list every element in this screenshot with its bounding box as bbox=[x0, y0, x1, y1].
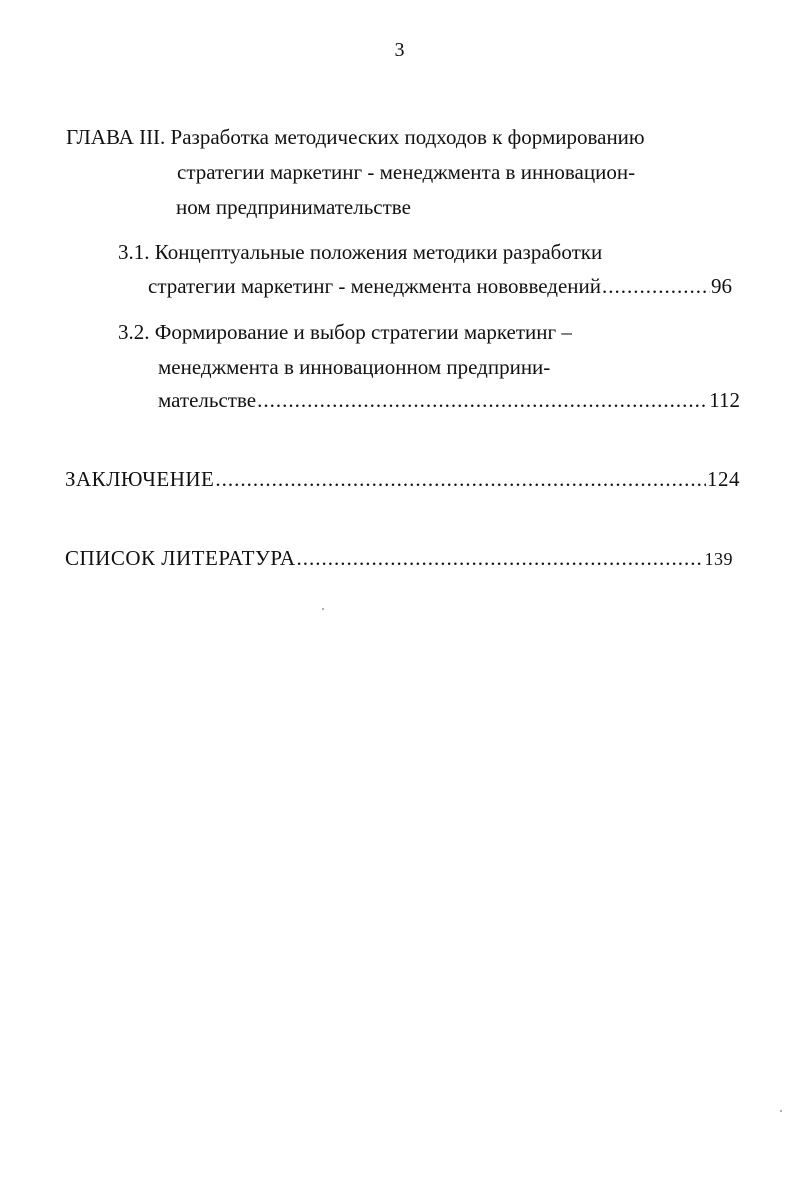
toc-entry-bibliography[interactable] bbox=[65, 545, 733, 572]
dot-leader bbox=[257, 387, 708, 413]
conclusion-label: ЗАКЛЮЧЕНИЕ bbox=[65, 467, 215, 491]
dot-leader bbox=[215, 466, 706, 492]
section-3-1-title-line-2: стратегии маркетинг - менеджмента нововведений bbox=[148, 274, 602, 298]
bibliography-label: СПИСОК ЛИТЕРАТУРА bbox=[65, 546, 296, 570]
page-number: 3 bbox=[394, 39, 405, 61]
chapter-title-line-3: ном предпринимательстве bbox=[176, 195, 411, 219]
section-3-1-page: 96 bbox=[711, 274, 732, 298]
section-3-2-page: 112 bbox=[709, 388, 740, 412]
section-3-2-title-line-2: менеджмента в инновационном предприни- bbox=[158, 355, 551, 379]
dot-leader bbox=[602, 273, 710, 299]
chapter-title-line-1: ГЛАВА III. Разработка методических подходов к формированию bbox=[66, 125, 645, 149]
toc-entry-conclusion[interactable] bbox=[65, 466, 740, 492]
toc-entry-section-3-2[interactable] bbox=[158, 387, 740, 413]
toc-entry-section-3-1[interactable] bbox=[148, 273, 732, 299]
section-3-2-title-line-3: мательстве bbox=[158, 388, 257, 412]
dot-leader bbox=[297, 545, 704, 571]
scan-speck bbox=[322, 608, 324, 610]
section-3-1-title-line-1: 3.1. Концептуальные положения методики разработки bbox=[118, 240, 603, 264]
conclusion-page: 124 bbox=[707, 467, 740, 491]
bibliography-page: 139 bbox=[704, 549, 733, 569]
section-3-2-title-line-1: 3.2. Формирование и выбор стратегии маркетинг – bbox=[118, 320, 572, 344]
scan-speck bbox=[780, 1110, 782, 1112]
chapter-title-line-2: стратегии маркетинг - менеджмента в инновацион- bbox=[177, 160, 636, 184]
